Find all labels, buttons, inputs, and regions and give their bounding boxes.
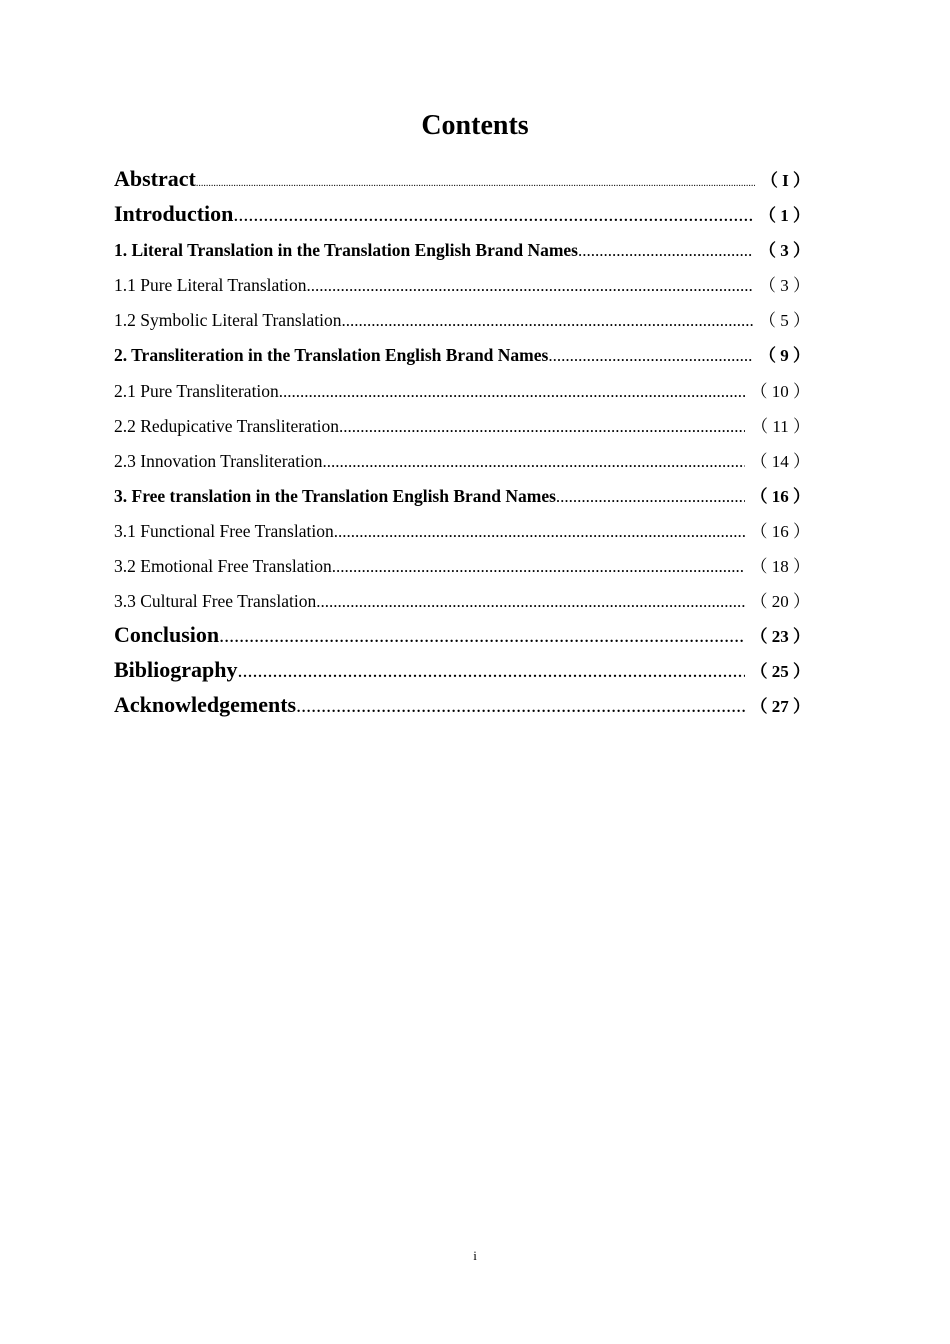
page-title: Contents <box>421 110 529 141</box>
toc-dot-leader <box>342 311 754 331</box>
toc-entry-label: 3.3 Cultural Free Translation <box>114 591 317 612</box>
toc-entry-label: 2.3 Innovation Transliteration <box>114 450 323 471</box>
page-footer-number: i <box>473 1248 477 1263</box>
toc-dot-leader <box>219 625 744 648</box>
toc-page-number: （ 5 ） <box>759 311 810 331</box>
toc-entry-section-1-1[interactable] <box>114 271 810 306</box>
toc-page-number: （ 3 ） <box>759 276 810 296</box>
toc-page-number: （ 16 ） <box>750 521 810 541</box>
toc-entry-section-2-3[interactable] <box>114 447 810 482</box>
toc-entry-chapter-3[interactable] <box>114 482 810 517</box>
toc-dot-leader <box>306 276 753 296</box>
toc-entry-chapter-1[interactable] <box>114 236 810 271</box>
toc-page-number: （ I ） <box>760 171 810 190</box>
toc-entry-label: Introduction <box>114 201 234 227</box>
toc-entry-label: Acknowledgements <box>114 692 297 718</box>
toc-entry-abstract[interactable] <box>114 166 810 201</box>
toc-page-number: （ 20 ） <box>750 592 810 612</box>
toc-entry-label: 1.2 Symbolic Literal Translation <box>114 310 342 331</box>
toc-dot-leader <box>556 487 745 507</box>
toc-page-number: （ 25 ） <box>750 662 810 682</box>
toc-page-number: （ 18 ） <box>750 557 810 577</box>
toc-page-number: （ 14 ） <box>750 451 810 471</box>
toc-entry-section-3-1[interactable] <box>114 517 810 552</box>
toc-dot-leader <box>233 204 753 227</box>
toc-entry-label: 1. Literal Translation in the Translation English Brand Names <box>114 240 578 261</box>
table-of-contents <box>114 166 810 728</box>
toc-entry-bibliography[interactable] <box>114 657 810 692</box>
toc-entry-section-3-2[interactable] <box>114 552 810 587</box>
toc-entry-label: Bibliography <box>114 657 238 683</box>
toc-entry-label: 2.1 Pure Transliteration <box>114 380 279 401</box>
toc-dot-leader <box>548 346 753 366</box>
toc-dot-leader <box>334 522 745 542</box>
toc-dot-leader <box>279 382 745 402</box>
toc-page-number: （ 9 ） <box>759 346 810 366</box>
toc-dot-leader <box>332 557 745 577</box>
toc-dot-leader <box>323 452 745 472</box>
toc-entry-label: 3.1 Functional Free Translation <box>114 520 334 541</box>
toc-entry-label: Conclusion <box>114 622 220 648</box>
toc-entry-introduction[interactable] <box>114 201 810 236</box>
toc-dot-leader <box>316 592 744 612</box>
toc-page-number: （ 1 ） <box>759 206 810 226</box>
toc-entry-label: 2. Transliteration in the Translation English Brand Names <box>114 345 549 366</box>
toc-entry-label: 2.2 Redupicative Transliteration <box>114 415 340 436</box>
toc-dot-leader <box>578 241 753 261</box>
toc-entry-label: Abstract <box>114 166 196 191</box>
toc-dot-leader <box>296 695 744 718</box>
toc-page-number: （ 11 ） <box>751 416 810 436</box>
toc-dot-leader <box>237 660 744 683</box>
toc-entry-section-2-1[interactable] <box>114 377 810 412</box>
toc-entry-section-1-2[interactable] <box>114 306 810 341</box>
toc-page-number: （ 16 ） <box>750 486 810 506</box>
toc-dot-leader <box>196 178 755 189</box>
toc-page-number: （ 23 ） <box>750 627 810 647</box>
toc-entry-label: 3.2 Emotional Free Translation <box>114 556 332 577</box>
toc-entry-label: 3. Free translation in the Translation English Brand Names <box>114 485 556 506</box>
toc-page-number: （ 10 ） <box>750 381 810 401</box>
toc-entry-label: 1.1 Pure Literal Translation <box>114 275 307 296</box>
toc-entry-conclusion[interactable] <box>114 622 810 657</box>
toc-entry-section-3-3[interactable] <box>114 587 810 622</box>
toc-dot-leader <box>339 417 745 437</box>
toc-page-number: （ 3 ） <box>759 241 810 261</box>
toc-entry-section-2-2[interactable] <box>114 412 810 447</box>
toc-entry-acknowledgements[interactable] <box>114 692 810 727</box>
toc-entry-chapter-2[interactable] <box>114 341 810 376</box>
toc-page-number: （ 27 ） <box>750 697 810 717</box>
